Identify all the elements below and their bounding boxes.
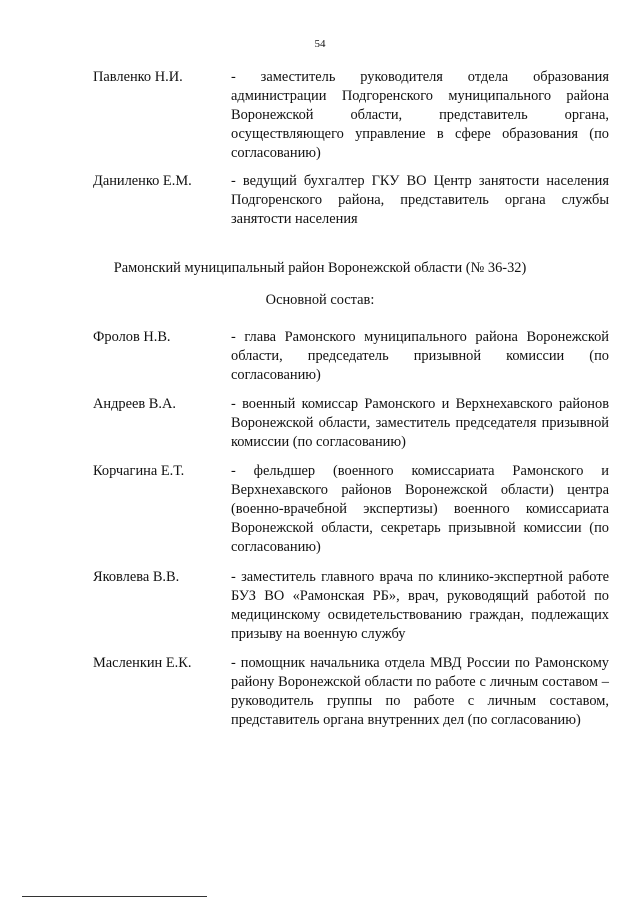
member-name: Андреев В.А. (93, 396, 176, 412)
member-description: - ведущий бухгалтер ГКУ ВО Центр занятости населения Подгоренского района, представитель органа службы занятости населения (231, 173, 609, 227)
page-number: 54 (314, 38, 326, 50)
member-name: Даниленко Е.М. (93, 173, 192, 189)
subheading: Основной состав: (265, 292, 375, 308)
member-description: - фельдшер (военного комиссариата Рамонского и Верхнехавского районов Воронежской области) центра (военно-врачебной экспертизы) военного комиссариата Воронежской области, секретарь призывной комиссии (по согласованию) (231, 463, 609, 555)
footnote-divider (22, 896, 207, 897)
member-description: - военный комиссар Рамонского и Верхнехавского районов Воронежской области, заместитель председателя призывной комиссии (по согласованию) (231, 396, 609, 450)
member-name: Яковлева В.В. (93, 569, 180, 585)
member-name: Павленко Н.И. (93, 69, 183, 85)
member-description: - заместитель главного врача по клинико-экспертной работе БУЗ ВО «Рамонская РБ», врач, руководящий работой по медицинскому освидетельствованию граждан, подлежащих призыву на военную службу (231, 569, 609, 642)
member-name: Корчагина Е.Т. (93, 463, 185, 479)
member-description: - помощник начальника отдела МВД России по Рамонскому району Воронежской области по работе с личным составом – руководитель группы по работе с личным составом, представитель органа внутренних дел (по согласованию) (231, 655, 609, 728)
member-description: - глава Рамонского муниципального района Воронежской области, председатель призывной комиссии (по согласованию) (231, 329, 609, 383)
member-description: - заместитель руководителя отдела образования администрации Подгоренского муниципального района Воронежской области, представитель органа, осуществляющего управление в сфере образования (по согласованию) (231, 69, 609, 161)
member-name: Масленкин Е.К. (93, 655, 192, 671)
section-heading: Рамонский муниципальный район Воронежской области (№ 36-32) (113, 260, 527, 276)
member-name: Фролов Н.В. (93, 329, 171, 345)
